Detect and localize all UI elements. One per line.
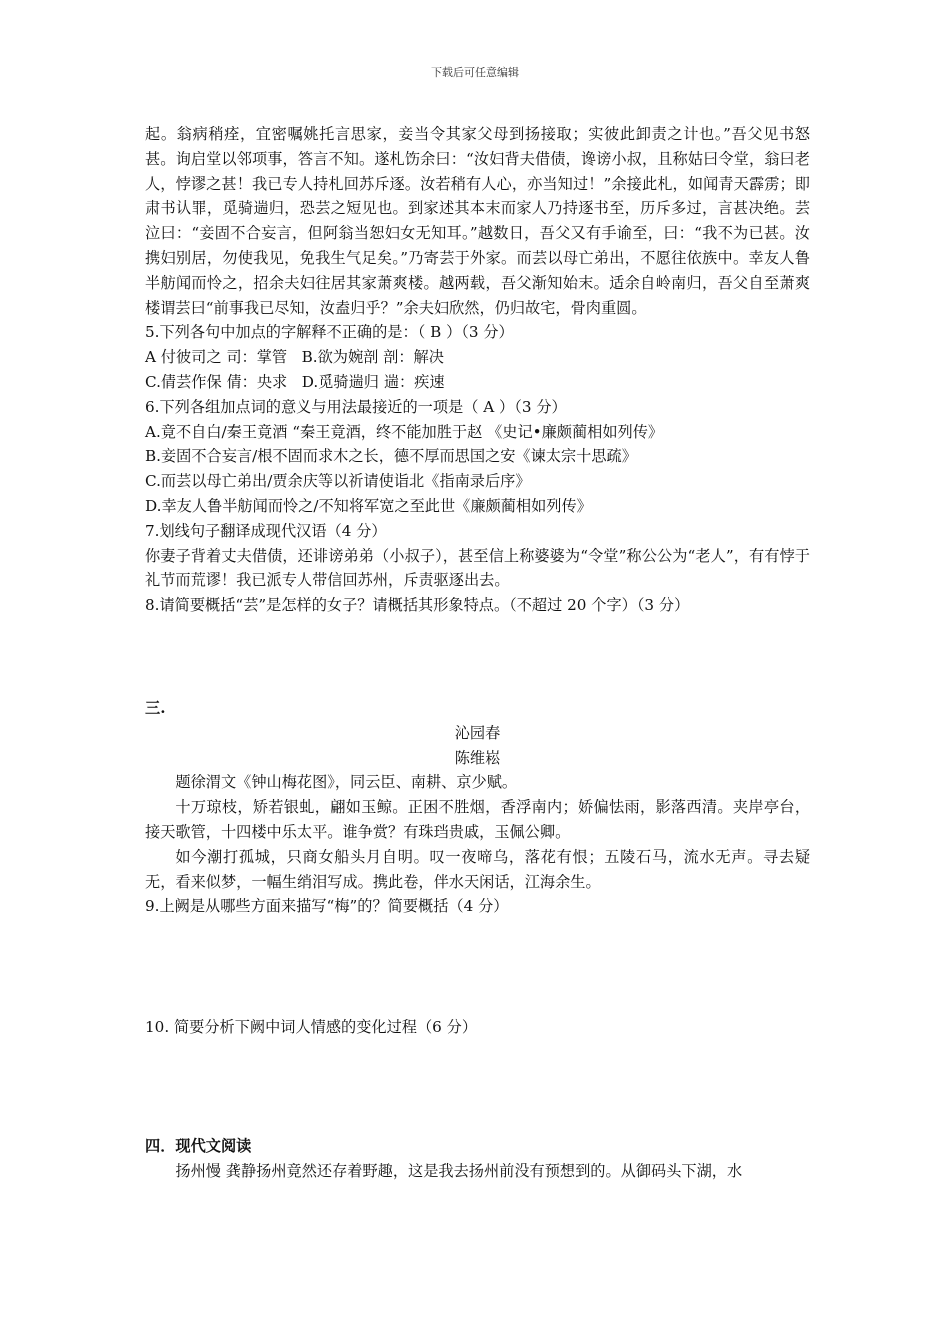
question-5-stem: 5.下列各句中加点的字解释不正确的是：（ B ）（3 分） — [145, 323, 514, 342]
page-header: 下载后可任意编辑 — [431, 66, 519, 79]
answer-space — [145, 1040, 810, 1134]
poem-stanza-1: 十万琼枝，矫若银虬，翩如玉鲸。正困不胜烟，香浮南内；娇偏怯雨，影落西清。夹岸亭台，接天歌管，十四楼中乐太平。谁争赏？有珠珰贵戚，玉佩公卿。 — [145, 798, 810, 841]
answer-space — [145, 919, 810, 1015]
question-9-stem: 9.上阙是从哪些方面来描写“梅”的？简要概括（4 分） — [145, 897, 509, 916]
question-8-stem: 8.请简要概括“芸”是怎样的女子？请概括其形象特点。（不超过 20 个字）（3 分） — [145, 596, 690, 615]
section-3-label: 三. — [145, 698, 166, 717]
passage-paragraph: 起。翁病稍痊，宜密嘱姚托言思家，妾当令其家父母到扬接取；实彼此卸责之计也。”吾父见书怒甚。询启堂以邻项事，答言不知。遂札饬余曰：“汝妇背夫借债，谗谤小叔，且称姑曰令堂，翁曰老人，悖谬之甚！我已专人持札回苏斥逐。汝若稍有人心，亦当知过！”余接此札，如闻青天霹雳；即肃书认罪，觅骑遄归，恐芸之短见也。到家述其本末而家人乃持逐书至，历斥多过，言甚决绝。芸泣曰：“妾固不合妄言，但阿翁当恕妇女无知耳。”越数日，吾父又有手谕至，曰：“我不为已甚。汝携妇别居，勿使我见，免我生气足矣。”乃寄芸于外家。而芸以母亡弟出，不愿往依族中。幸友人鲁半舫闻而怜之，招余夫妇往居其家萧爽楼。越两载，吾父渐知始末。适余自岭南归，吾父自至萧爽楼谓芸曰“前事我已尽知，汝盍归乎？”余夫妇欣然，仍归故宅，骨肉重圆。 — [145, 125, 810, 317]
answer-space — [145, 618, 810, 696]
question-6-stem: 6.下列各组加点词的意义与用法最接近的一项是（ A ）（3 分） — [145, 397, 567, 416]
poem-title: 沁园春 — [454, 723, 501, 742]
question-6-option-d: D.幸友人鲁半舫闻而怜之/不知将军宽之至此世《廉颇蔺相如列传》 — [145, 496, 592, 515]
section-4-label: 四．现代文阅读 — [145, 1136, 252, 1155]
section-4-intro: 扬州慢 龚静扬州竟然还存着野趣，这是我去扬州前没有预想到的。从御码头下湖，水 — [175, 1161, 743, 1180]
question-7-stem: 7.划线句子翻译成现代汉语（4 分） — [145, 521, 387, 540]
question-7-answer: 你妻子背着丈夫借债，还诽谤弟弟（小叔子），甚至信上称婆婆为“令堂”称公公为“老人”，有有悖于礼节而荒谬！我已派专人带信回苏州，斥责驱逐出去。 — [145, 546, 810, 590]
question-5-option-ab: A 付彼司之 司：掌管 B.欲为婉剖 剖：解决 — [145, 348, 444, 367]
poem-preface: 题徐渭文《钟山梅花图》，同云臣、南耕、京少赋。 — [175, 773, 518, 792]
question-6-option-c: C.而芸以母亡弟出/贾余庆等以祈请使诣北《指南录后序》 — [145, 472, 531, 491]
question-6-option-b: B.妾固不合妄言/根不固而求木之长，德不厚而思国之安《谏太宗十思疏》 — [145, 447, 637, 466]
question-10-stem: 10. 简要分析下阙中词人情感的变化过程（6 分） — [145, 1018, 478, 1037]
poem-author: 陈维崧 — [454, 748, 501, 767]
question-5-option-cd: C.倩芸作保 倩：央求 D.觅骑遄归 遄：疾速 — [145, 372, 445, 391]
question-6-option-a: A.竟不自白/秦王竟酒 “秦王竟酒，终不能加胜于赵 《史记•廉颇蔺相如列传》 — [145, 422, 664, 441]
document-body — [145, 122, 810, 1184]
poem-stanza-2: 如今潮打孤城，只商女船头月自明。叹一夜啼乌，落花有恨；五陵石马，流水无声。寻去疑无，看来似梦，一幅生绡泪写成。携此卷，伴水天闲话，江海余生。 — [145, 847, 810, 891]
